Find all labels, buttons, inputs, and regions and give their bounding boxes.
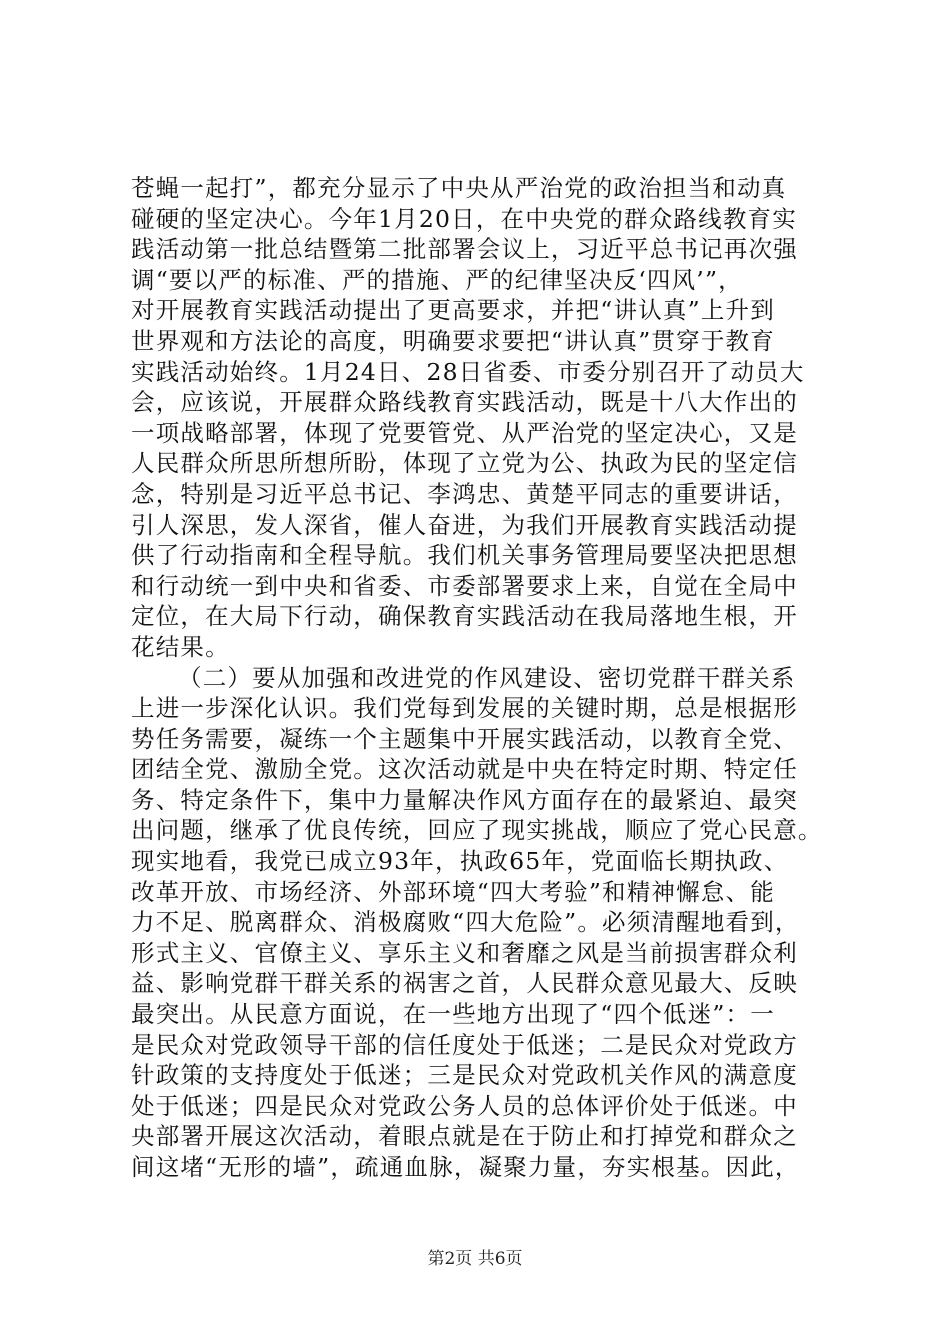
text-line: 力不足、脱离群众、消极腐败“四大危险”。必须清醒地看到， <box>131 908 800 937</box>
text-line: 务、特定条件下，集中力量解决作风方面存在的最紧迫、最突 <box>131 785 798 814</box>
text-line: 一项战略部署，体现了党要管党、从严治党的坚定决心，又是 <box>131 418 798 447</box>
text-line: 念，特别是习近平总书记、李鸿忠、黄楚平同志的重要讲话， <box>131 479 798 508</box>
body-text <box>131 173 831 1183</box>
text-line: 最突出。从民意方面说，在一些地方出现了“四个低迷”：一 <box>131 1000 775 1029</box>
text-line: 花结果。 <box>131 632 230 661</box>
text-line: 央部署开展这次活动，着眼点就是在于防止和打掉党和群众之 <box>131 1122 798 1151</box>
text-line: 改革开放、市场经济、外部环境“四大考验”和精神懈怠、能 <box>131 877 775 906</box>
text-line: 定位，在大局下行动，确保教育实践活动在我局落地生根，开 <box>131 602 798 631</box>
text-line: 引人深思，发人深省，催人奋进，为我们开展教育实践活动提 <box>131 510 798 539</box>
page-number-footer: 第2页 共6页 <box>427 1249 523 1269</box>
text-line: 调“要以严的标准、严的措施、严的纪律坚决反‘四风’”， <box>131 265 743 294</box>
text-line: 势任务需要，凝练一个主题集中开展实践活动，以教育全党、 <box>131 724 798 753</box>
text-line: 碰硬的坚定决心。今年1月20日，在中央党的群众路线教育实 <box>131 204 797 233</box>
text-line: 针政策的支持度处于低迷；三是民众对党政机关作风的满意度 <box>131 1061 798 1090</box>
text-line: 上进一步深化认识。我们党每到发展的关键时期，总是根据形 <box>131 694 798 723</box>
text-line: 和行动统一到中央和省委、市委部署要求上来，自觉在全局中 <box>131 571 798 600</box>
text-line: 出问题，继承了优良传统，回应了现实挑战，顺应了党心民意。 <box>131 816 823 845</box>
text-line: 世界观和方法论的高度，明确要求要把“讲认真”贯穿于教育 <box>131 326 775 355</box>
text-line: 间这堵“无形的墙”，疏通血脉，凝聚力量，夯实根基。因此， <box>131 1153 800 1181</box>
paragraph-start-line: （二）要从加强和改进党的作风建设、密切党群干群关系 <box>178 663 796 692</box>
text-line: 形式主义、官僚主义、享乐主义和奢靡之风是当前损害群众利 <box>131 938 798 967</box>
text-line: 处于低迷；四是民众对党政公务人员的总体评价处于低迷。中 <box>131 1091 798 1120</box>
text-line: 实践活动始终。1月24日、28日省委、市委分别召开了动员大 <box>131 357 805 386</box>
text-line: 团结全党、激励全党。这次活动就是中央在特定时期、特定任 <box>131 755 798 784</box>
text-line: 苍蝇一起打”，都充分显示了中央从严治党的政治担当和动真 <box>131 174 787 202</box>
text-line: 是民众对党政领导干部的信任度处于低迷；二是民众对党政方 <box>131 1030 798 1059</box>
text-line: 对开展教育实践活动提出了更高要求，并把“讲认真”上升到 <box>131 296 775 325</box>
text-line: 会，应该说，开展群众路线教育实践活动，既是十八大作出的 <box>131 388 798 417</box>
text-line: 供了行动指南和全程导航。我们机关事务管理局要坚决把思想 <box>131 541 798 570</box>
text-line: 践活动第一批总结暨第二批部署会议上，习近平总书记再次强 <box>131 235 798 264</box>
text-line: 现实地看，我党已成立93年，执政65年，党面临长期执政、 <box>131 847 789 876</box>
text-line: 益、影响党群干群关系的祸害之首，人民群众意见最大、反映 <box>131 969 798 998</box>
text-line: 人民群众所思所想所盼，体现了立党为公、执政为民的坚定信 <box>131 449 798 478</box>
